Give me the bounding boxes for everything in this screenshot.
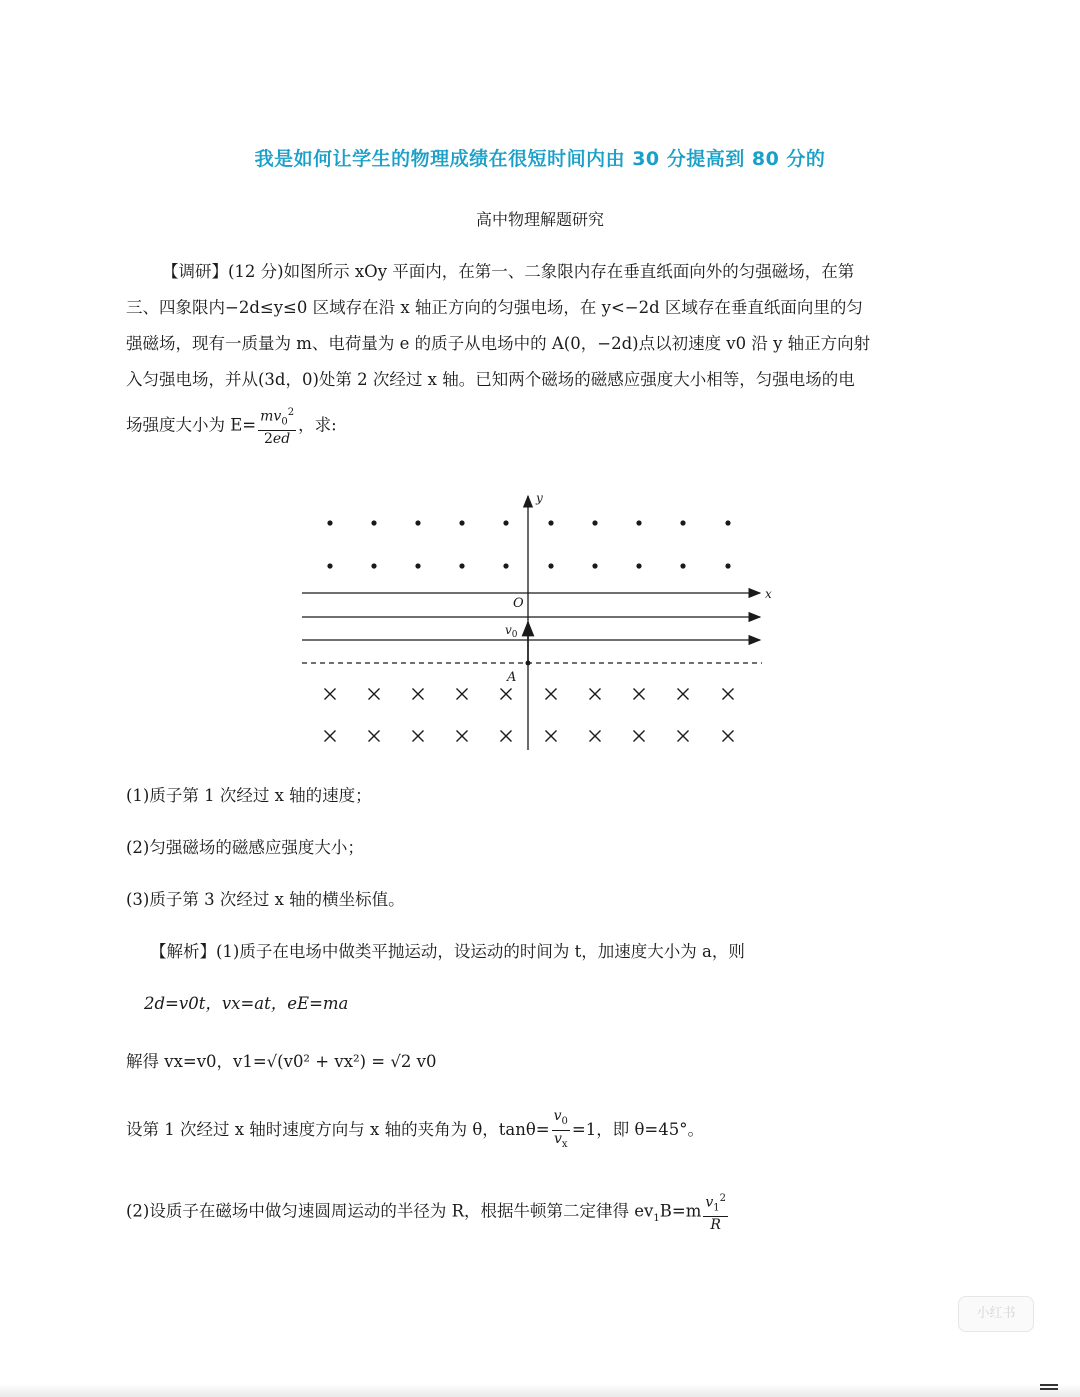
field-cross (590, 689, 601, 700)
field-cross (546, 731, 557, 742)
field-cross (369, 689, 380, 700)
field-cross (457, 731, 468, 742)
field-dot (327, 563, 332, 568)
field-cross (501, 731, 512, 742)
problem-line-4: 入匀强电场，并从(3d，0)处第 2 次经过 x 轴。已知两个磁场的磁感应强度大小相等，匀强电场的电 (126, 370, 855, 389)
solution-intro-text: (1)质子在电场中做类平抛运动，设运动的时间为 t，加速度大小为 a，则 (216, 942, 745, 961)
tan-fraction: $\frac{v_0}{v_x}$ (553, 1108, 568, 1150)
field-dot (415, 563, 420, 568)
problem-score: (12 分) (228, 262, 284, 281)
field-cross (723, 689, 734, 700)
field-dot (459, 520, 464, 525)
field-cross (501, 689, 512, 700)
page-title: 我是如何让学生的物理成绩在很短时间内由 30 分提高到 80 分的 (254, 148, 826, 170)
field-dot (725, 563, 730, 568)
problem-text-5: 场强度大小为 E= (126, 415, 257, 435)
field-cross (369, 731, 380, 742)
solution-part2-mid: B=m (659, 1201, 702, 1221)
magnetic-field-out-dots (327, 520, 730, 568)
x-axis-label: x (765, 587, 772, 601)
field-cross (546, 689, 557, 700)
solution-result-prefix: 解得 (126, 1052, 165, 1071)
solution-result (126, 1048, 436, 1072)
y-axis-label: y (536, 491, 543, 505)
solution-part-2: (2)设质子在磁场中做匀速圆周运动的半径为 R，根据牛顿第二定律得 $ev_1B=m$ $\frac{v_1^2}{R}$ (126, 1190, 730, 1234)
magnetic-field-in-crosses (325, 689, 734, 742)
solution-equation-1: 2d=v0t，vx=at，eE=ma (144, 994, 349, 1013)
problem-line-2: 三、四象限内−2d≤y≤0 区域存在沿 x 轴正方向的匀强电场，在 y<−2d 区域存在垂直纸面向里的匀 (126, 298, 863, 317)
field-dot (725, 520, 730, 525)
velocity-label: $v_0$ (505, 623, 518, 640)
field-cross (634, 689, 645, 700)
field-dot (636, 563, 641, 568)
question-1: (1)质子第 1 次经过 x 轴的速度； (126, 786, 372, 805)
solution-intro (150, 938, 745, 962)
point-a-dot (526, 661, 531, 666)
solution-label: 【解析】 (150, 942, 216, 961)
point-a-label: A (507, 670, 517, 685)
field-cross (590, 731, 601, 742)
page-subtitle: 高中物理解题研究 (475, 210, 604, 229)
field-cross (413, 689, 424, 700)
field-dot (680, 520, 685, 525)
field-dot (371, 563, 376, 568)
field-cross (457, 689, 468, 700)
field-dot (592, 520, 597, 525)
field-dot (548, 520, 553, 525)
question-3: (3)质子第 3 次经过 x 轴的横坐标值。 (126, 890, 405, 909)
field-cross (325, 689, 336, 700)
field-cross (634, 731, 645, 742)
watermark-logo: 小红书 (958, 1296, 1034, 1332)
bottom-bar (0, 1384, 1080, 1397)
force-fraction: $\frac{v_1^2}{R}$ (703, 1190, 728, 1234)
field-cross (678, 731, 689, 742)
origin-label: O (513, 596, 524, 611)
field-cross (723, 731, 734, 742)
solution-part2-prefix: (2)设质子在磁场中做匀速圆周运动的半径为 R，根据牛顿第二定律得 ev (126, 1201, 654, 1221)
field-cross (325, 731, 336, 742)
field-dot (503, 563, 508, 568)
field-dot (636, 520, 641, 525)
field-dot (327, 520, 332, 525)
solution-angle-prefix: 设第 1 次经过 x 轴时速度方向与 x 轴的夹角为 θ，tanθ= (126, 1119, 550, 1139)
question-2: (2)匀强磁场的磁感应强度大小； (126, 838, 364, 857)
field-dot (680, 563, 685, 568)
menu-icon[interactable] (1040, 1384, 1058, 1392)
field-dot (592, 563, 597, 568)
field-dot (548, 563, 553, 568)
solution-result-expr: vx=v0，v1=√(v0² + vx²) = √2 v0 (164, 1052, 437, 1071)
problem-line-3: 强磁场，现有一质量为 m、电荷量为 e 的质子从电场中的 A(0，−2d)点以初速度 v0 沿 y 轴正方向射 (126, 334, 871, 353)
problem-label: 【调研】 (162, 262, 228, 281)
field-dot (503, 520, 508, 525)
field-dot (415, 520, 420, 525)
field-dot (371, 520, 376, 525)
solution-angle (126, 1108, 704, 1153)
field-cross (413, 731, 424, 742)
solution-angle-suffix: =1，即 θ=45°。 (571, 1119, 704, 1139)
problem-text-5-end: ，求: (298, 415, 337, 435)
electric-field-lines (302, 593, 760, 640)
field-cross (678, 689, 689, 700)
field-dot (459, 563, 464, 568)
problem-text-1: 如图所示 xOy 平面内，在第一、二象限内存在垂直纸面向外的匀强磁场，在第 (283, 262, 855, 281)
field-strength-fraction: $\frac{mv_0^2}{2ed}$ (258, 404, 296, 448)
